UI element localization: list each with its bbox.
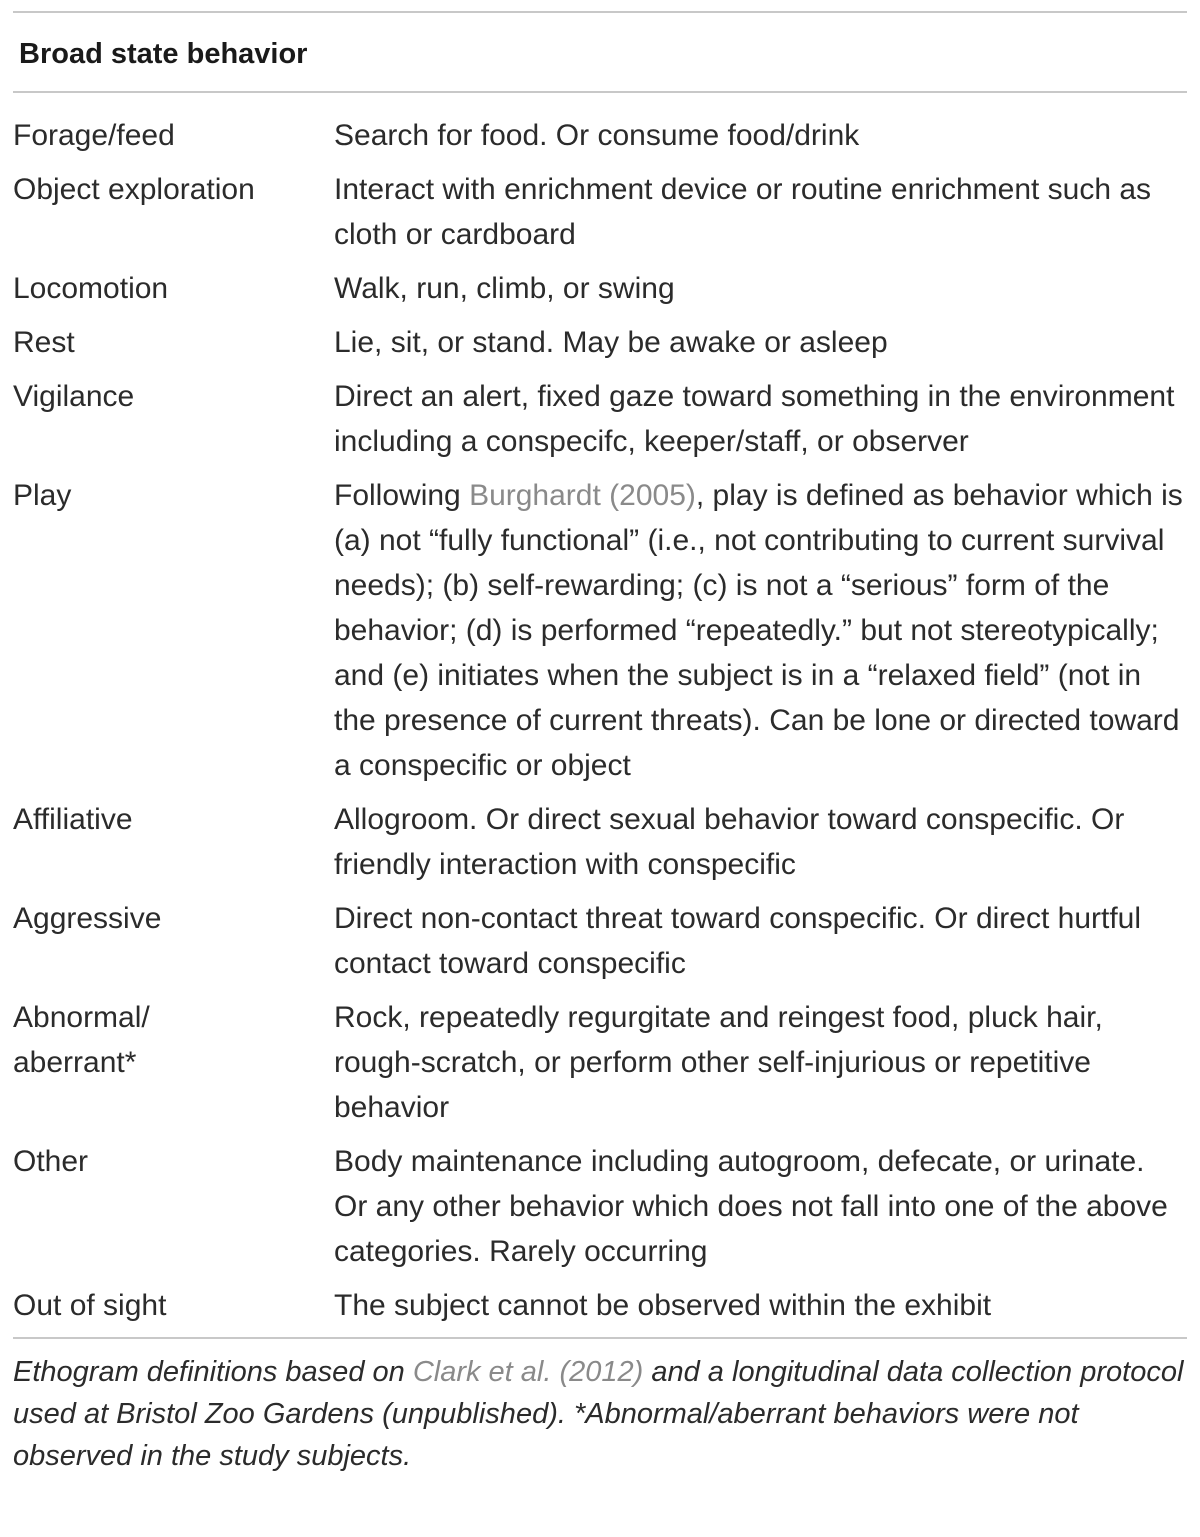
definition-text: , play is defined as behavior which is (a) not “fully functional” (i.e., not contributing to current survival needs); (b) self-rewarding; (c) is not a “serious” form of the behavior; (d) is performed “repeatedly.” but not stereotypically; and (e) initiates when the subject is in a “relaxed field” (not in the presence of current threats). Can be lone or directed toward a conspecific or object xyxy=(334,479,1183,782)
behavior-name: Affiliative xyxy=(13,803,133,836)
definition-text: Following xyxy=(334,479,470,512)
table-row xyxy=(13,1283,1187,1328)
behavior-definition xyxy=(334,473,1187,788)
table-row xyxy=(13,995,1187,1130)
behavior-definition: Body maintenance including autogroom, defecate, or urinate. Or any other behavior which does not fall into one of the above categories. Rarely occurring xyxy=(334,1145,1168,1268)
ethogram-table xyxy=(13,11,1187,1477)
behavior-name-line: aberrant* xyxy=(13,1046,137,1079)
behavior-definition: Lie, sit, or stand. May be awake or asleep xyxy=(334,326,888,359)
citation-link-clark[interactable]: Clark et al. (2012) xyxy=(412,1356,644,1388)
behavior-name-line: Abnormal/ xyxy=(13,1001,150,1034)
behavior-definition: Interact with enrichment device or routine enrichment such as cloth or cardboard xyxy=(334,173,1152,251)
behavior-name: Other xyxy=(13,1145,89,1178)
behavior-name: Forage/feed xyxy=(13,119,175,152)
behavior-definition: Search for food. Or consume food/drink xyxy=(334,119,860,152)
table-bottom-rule xyxy=(13,1337,1187,1339)
table-row xyxy=(13,266,1187,311)
table-body xyxy=(13,93,1187,1328)
behavior-definition: Direct non-contact threat toward conspecific. Or direct hurtful contact toward conspecific xyxy=(334,902,1142,980)
footnote-text: Ethogram definitions based on xyxy=(13,1356,413,1388)
behavior-definition: Allogroom. Or direct sexual behavior toward conspecific. Or friendly interaction with conspecific xyxy=(334,803,1125,881)
behavior-name: Vigilance xyxy=(13,380,135,413)
behavior-name: Aggressive xyxy=(13,902,162,935)
footnote-text: and a longitudinal data collection protocol used at Bristol Zoo Gardens (unpublished). *Abnormal/aberrant behaviors were not observed in the study subjects. xyxy=(13,1356,1184,1472)
table-row xyxy=(13,374,1187,464)
behavior-definition: Walk, run, climb, or swing xyxy=(334,272,675,305)
behavior-name xyxy=(13,995,334,1085)
table-footnote xyxy=(13,1351,1193,1477)
behavior-name: Out of sight xyxy=(13,1289,167,1322)
table-row xyxy=(13,797,1187,887)
table-header xyxy=(13,13,1187,93)
table-row xyxy=(13,113,1187,158)
behavior-definition: The subject cannot be observed within the exhibit xyxy=(334,1289,992,1322)
citation-link-burghardt[interactable]: Burghardt (2005) xyxy=(469,479,696,512)
behavior-name: Rest xyxy=(13,326,75,359)
behavior-name: Play xyxy=(13,479,72,512)
table-row xyxy=(13,896,1187,986)
table-row xyxy=(13,473,1187,788)
behavior-definition: Rock, repeatedly regurgitate and reingest food, pluck hair, rough-scratch, or perform other self-injurious or repetitive behavior xyxy=(334,1001,1103,1124)
table-row xyxy=(13,320,1187,365)
behavior-name: Locomotion xyxy=(13,272,169,305)
header-title: Broad state behavior xyxy=(19,38,308,70)
table-row xyxy=(13,1139,1187,1274)
table-row xyxy=(13,167,1187,257)
behavior-definition: Direct an alert, fixed gaze toward something in the environment including a conspecifc, keeper/staff, or observer xyxy=(334,380,1175,458)
behavior-name: Object exploration xyxy=(13,173,255,206)
